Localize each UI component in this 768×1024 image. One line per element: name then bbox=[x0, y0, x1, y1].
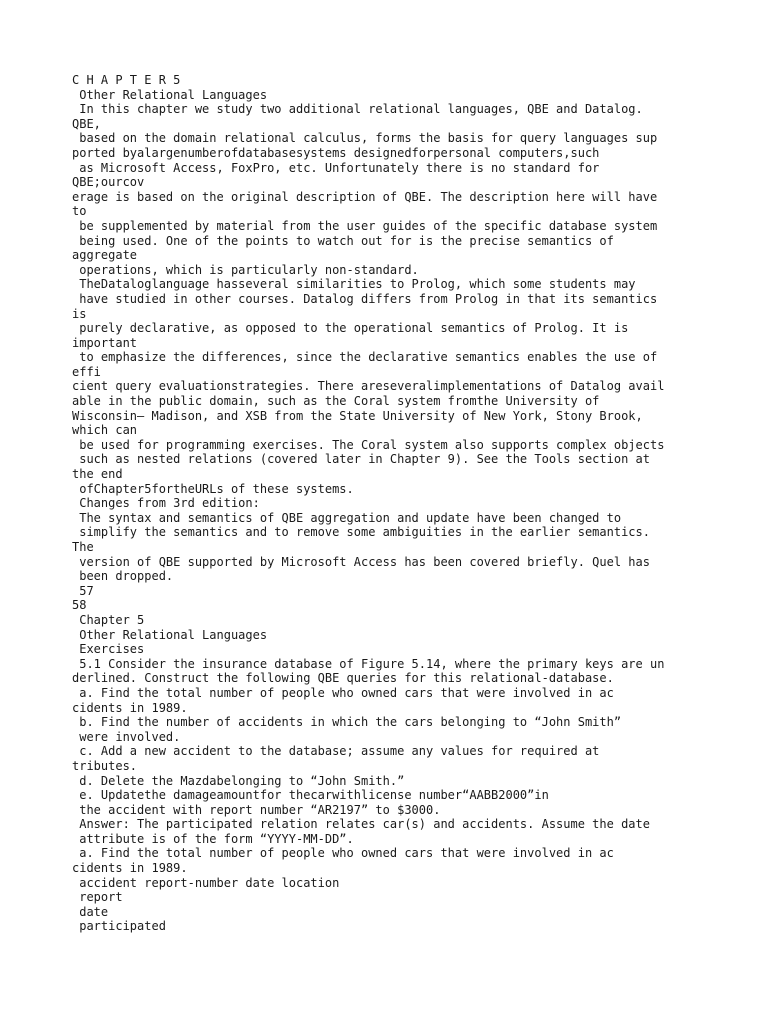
text-line: the end bbox=[72, 467, 123, 482]
text-line: be used for programming exercises. The Coral system also supports complex objects bbox=[72, 437, 665, 452]
text-line: such as nested relations (covered later in Chapter 9). See the Tools section at bbox=[72, 452, 650, 467]
text-line: Answer: The participated relation relates car(s) and accidents. Assume the date bbox=[72, 817, 650, 832]
text-line: version of QBE supported by Microsoft Access has been covered briefly. Quel has bbox=[72, 554, 650, 569]
text-line: Exercises bbox=[72, 642, 145, 657]
text-line: the accident with report number “AR2197” to $3000. bbox=[72, 802, 441, 817]
text-line: ported byalargenumberofdatabasesystems designedforpersonal computers,such bbox=[72, 145, 600, 160]
text-line: simplify the semantics and to remove some ambiguities in the earlier semantics. bbox=[72, 525, 650, 540]
text-line: erage is based on the original description of QBE. The description here will have bbox=[72, 189, 658, 204]
text-line: c. Add a new accident to the database; assume any values for required at bbox=[72, 744, 600, 759]
text-line: be supplemented by material from the user guides of the specific database system bbox=[72, 218, 658, 233]
text-line: have studied in other courses. Datalog differs from Prolog in that its semantics bbox=[72, 291, 658, 306]
text-line: report bbox=[72, 890, 123, 905]
text-line: as Microsoft Access, FoxPro, etc. Unfortunately there is no standard for bbox=[72, 160, 600, 175]
text-line: purely declarative, as opposed to the operational semantics of Prolog. It is bbox=[72, 321, 629, 336]
text-line: Other Relational Languages bbox=[72, 627, 268, 642]
text-line: C H A P T E R 5 bbox=[72, 73, 181, 87]
text-line: a. Find the total number of people who owned cars that were involved in ac bbox=[72, 685, 614, 700]
text-line: attribute is of the form “YYYY-MM-DD”. bbox=[72, 831, 354, 846]
text-line: based on the domain relational calculus, forms the basis for query languages sup bbox=[72, 131, 658, 146]
text-line: 57 bbox=[72, 583, 94, 598]
text-line: able in the public domain, such as the Coral system fromthe University of bbox=[72, 394, 600, 409]
text-line: The syntax and semantics of QBE aggregation and update have been changed to bbox=[72, 510, 622, 525]
text-line: being used. One of the points to watch out for is the precise semantics of bbox=[72, 233, 614, 248]
text-line: tributes. bbox=[72, 758, 138, 773]
text-line: to bbox=[72, 204, 87, 219]
text-line: were involved. bbox=[72, 729, 181, 744]
text-line: Wisconsin– Madison, and XSB from the State University of New York, Stony Brook, bbox=[72, 408, 643, 423]
text-line: a. Find the total number of people who owned cars that were involved in ac bbox=[72, 846, 614, 861]
text-line: TheDataloglanguage hasseveral similarities to Prolog, which some students may bbox=[72, 277, 636, 292]
text-line: is bbox=[72, 306, 87, 321]
text-line: 5.1 Consider the insurance database of Figure 5.14, where the primary keys are un bbox=[72, 656, 665, 671]
text-line: date bbox=[72, 904, 109, 919]
text-line: been dropped. bbox=[72, 569, 174, 584]
text-line: In this chapter we study two additional relational languages, QBE and Datalog. bbox=[72, 102, 643, 117]
text-line: 58 bbox=[72, 598, 87, 613]
text-line: Chapter 5 bbox=[72, 612, 145, 627]
text-line: Changes from 3rd edition: bbox=[72, 496, 260, 511]
text-line: e. Updatethe damageamountfor thecarwithlicense number“AABB2000”in bbox=[72, 788, 549, 803]
text-line: derlined. Construct the following QBE queries for this relational-database. bbox=[72, 671, 614, 686]
text-line: The bbox=[72, 540, 94, 554]
text-line: participated bbox=[72, 919, 166, 934]
document-text bbox=[72, 73, 712, 934]
text-line: QBE;ourcov bbox=[72, 175, 145, 190]
text-line: aggregate bbox=[72, 248, 138, 263]
text-line: b. Find the number of accidents in which the cars belonging to “John Smith” bbox=[72, 715, 622, 730]
text-line: operations, which is particularly non-standard. bbox=[72, 262, 419, 277]
text-line: cidents in 1989. bbox=[72, 861, 188, 876]
text-line: Other Relational Languages bbox=[72, 87, 268, 102]
text-line: effi bbox=[72, 364, 101, 379]
text-line: cient query evaluationstrategies. There areseveralimplementations of Datalog avail bbox=[72, 379, 665, 394]
text-line: cidents in 1989. bbox=[72, 700, 188, 715]
text-line: d. Delete the Mazdabelonging to “John Smith.” bbox=[72, 773, 405, 788]
text-line: QBE, bbox=[72, 116, 101, 131]
text-line: ofChapter5fortheURLs of these systems. bbox=[72, 481, 354, 496]
text-line: to emphasize the differences, since the declarative semantics enables the use of bbox=[72, 350, 658, 365]
text-line: accident report-number date location bbox=[72, 875, 340, 890]
text-line: which can bbox=[72, 423, 138, 438]
text-line: important bbox=[72, 335, 138, 350]
